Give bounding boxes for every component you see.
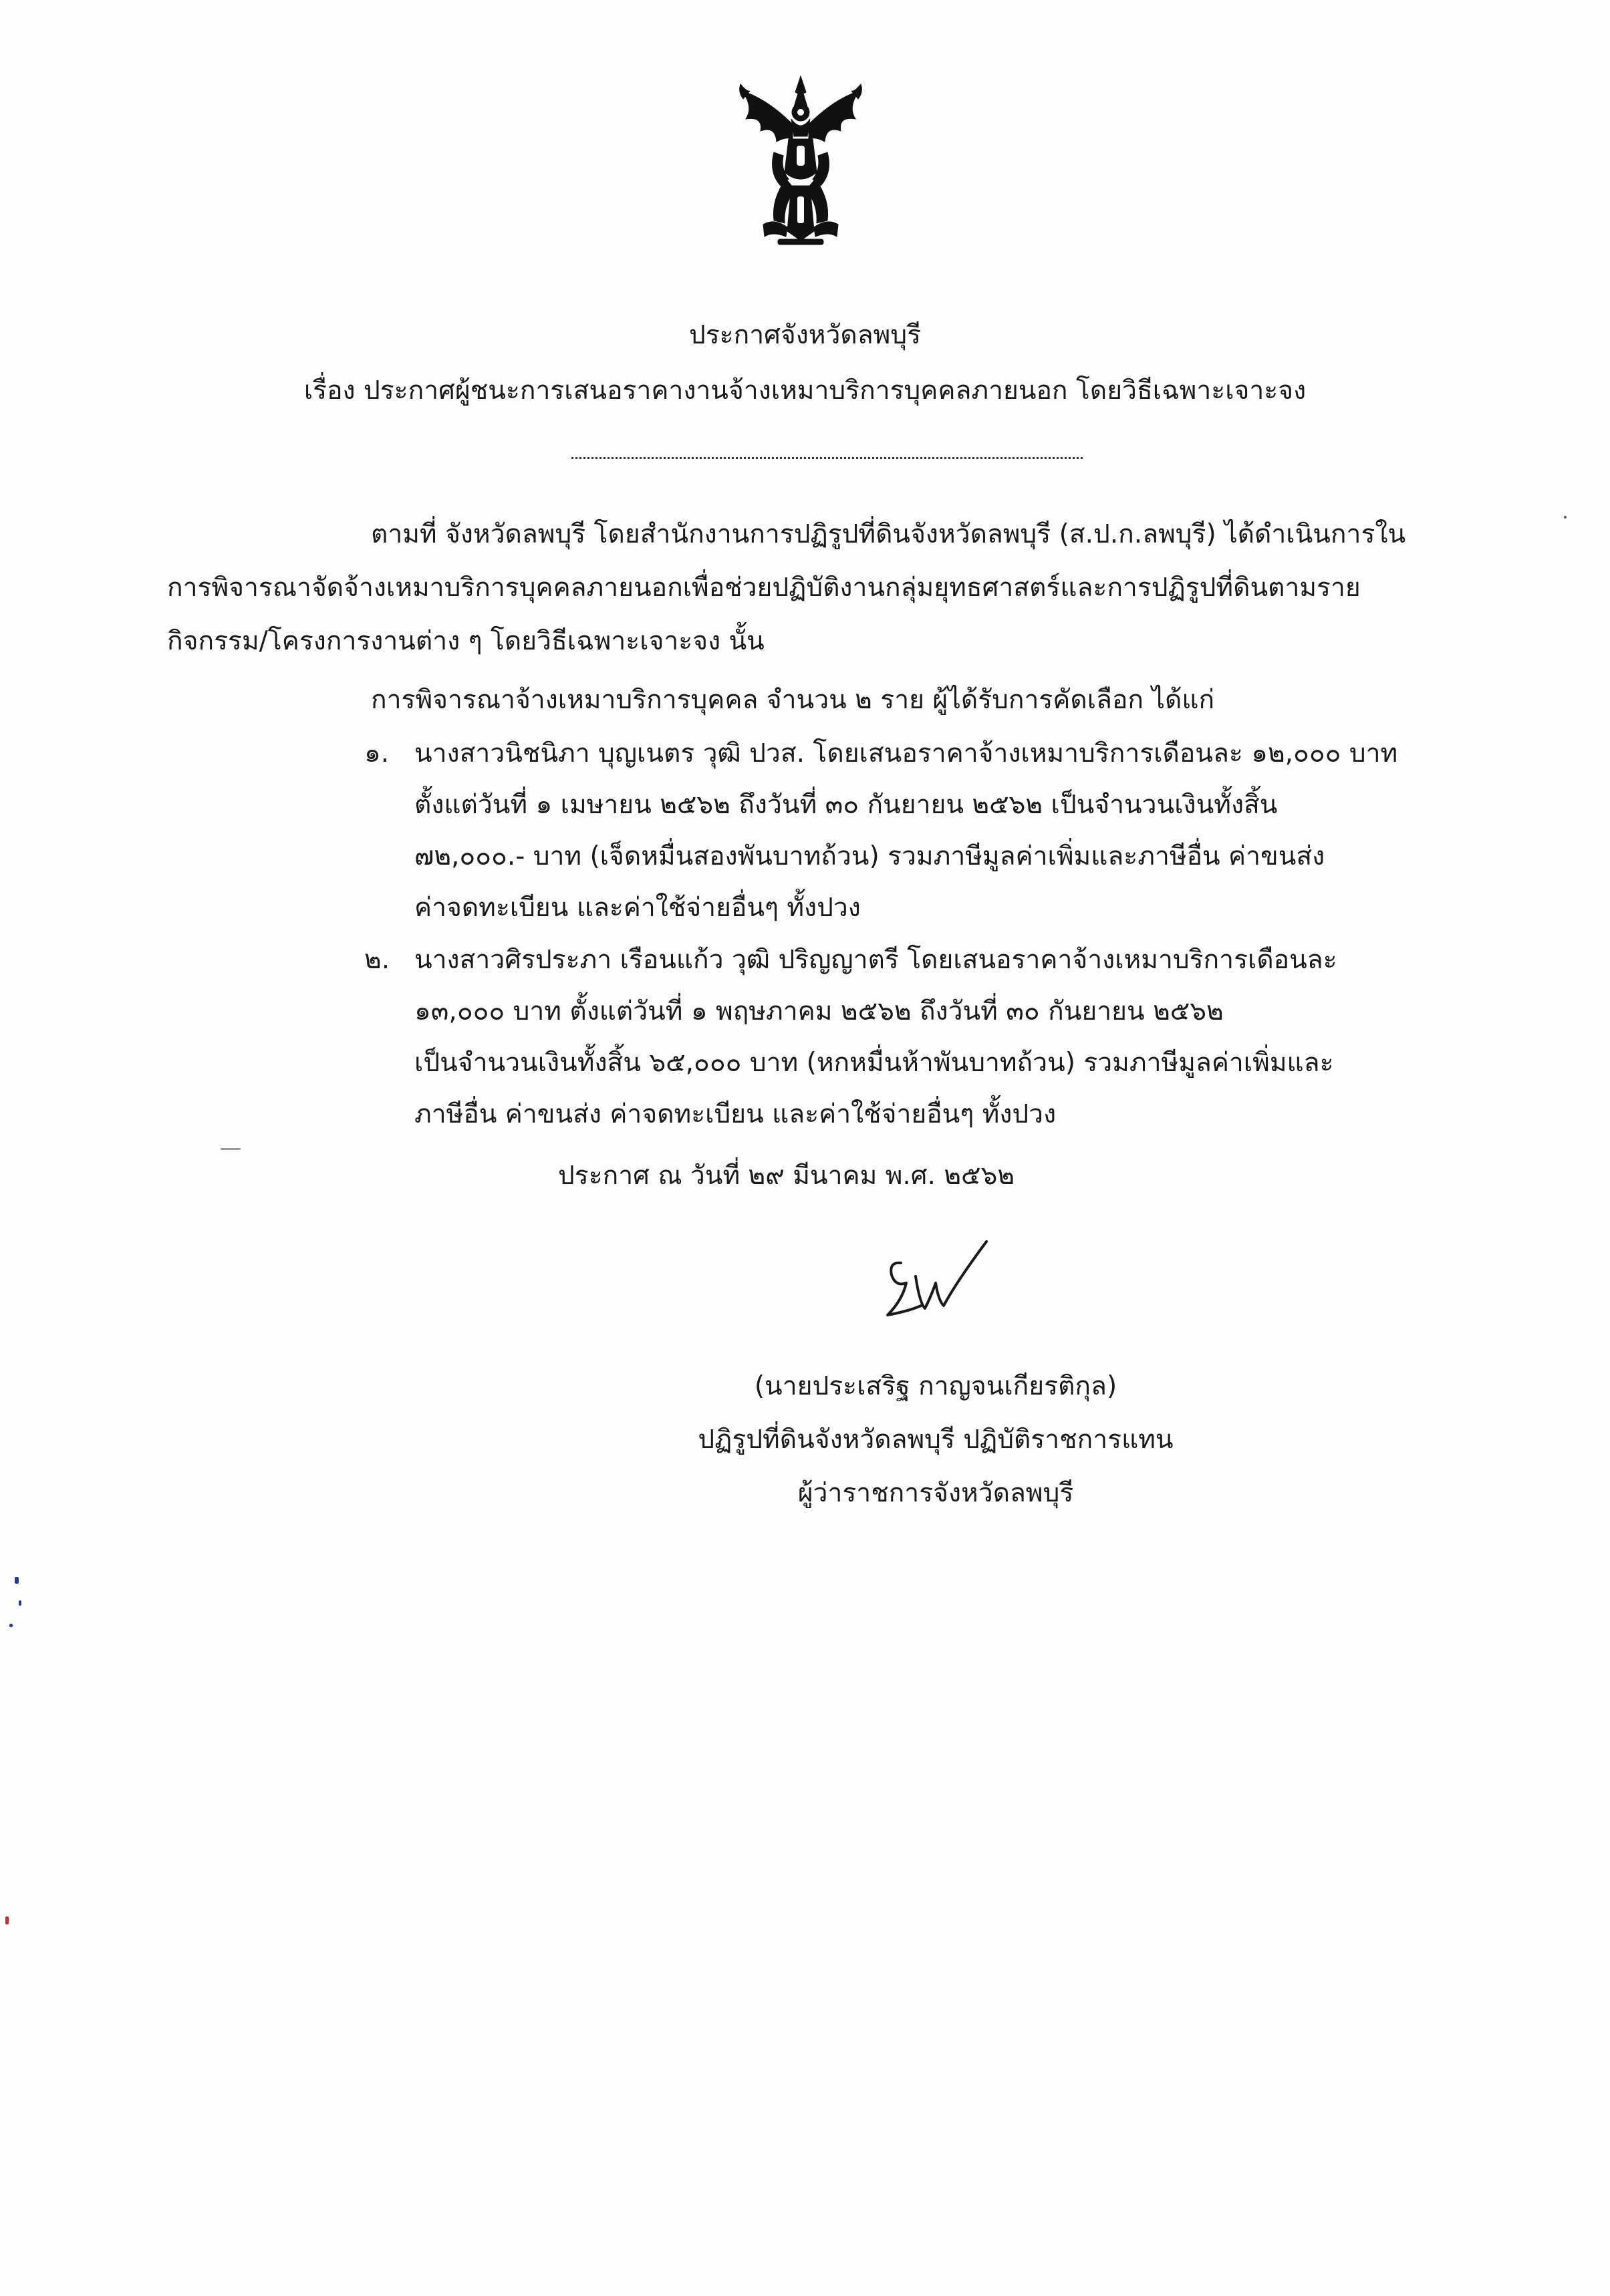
scan-speck [221,1148,241,1150]
scan-speck [19,1600,21,1606]
item-2-line-1: นางสาวศิรประภา เรือนแก้ว วุฒิ ปริญญาตรี โดยเสนอราคาจ้างเหมาบริการเดือนละ [414,945,1337,975]
signature-icon [869,1236,1016,1336]
scan-speck [1564,516,1567,519]
item-2-line-2: ๑๓,๐๐๐ บาท ตั้งแต่วันที่ ๑ พฤษภาคม ๒๕๖๒ ถึงวันที่ ๓๐ กันยายน ๒๕๖๒ [414,996,1224,1026]
intro-line-1: ตามที่ จังหวัดลพบุรี โดยสำนักงานการปฏิรูปที่ดินจังหวัดลพบุรี (ส.ป.ก.ลพบุรี) ได้ดำเนินการใน [371,519,1406,549]
scan-speck [5,1916,9,1924]
separator-dotted-line [571,457,1083,459]
lead-line: การพิจารณาจ้างเหมาบริการบุคคล จำนวน ๒ ราย ผู้ได้รับการคัดเลือก ได้แก่ [371,685,1215,715]
item-1-line-2: ตั้งแต่วันที่ ๑ เมษายน ๒๕๖๒ ถึงวันที่ ๓๐ กันยายน ๒๕๖๒ เป็นจำนวนเงินทั้งสิ้น [414,790,1278,820]
item-1-number: ๑. [364,738,390,768]
announce-date: ประกาศ ณ วันที่ ๒๙ มีนาคม พ.ศ. ๒๕๖๒ [558,1161,1015,1191]
intro-line-3: กิจกรรม/โครงการงานต่าง ๆ โดยวิธีเฉพาะเจาะจง นั้น [167,626,765,656]
signatory-name: (นายประเสริฐ กาญจนเกียรติกุล) [754,1371,1117,1401]
item-2-line-3: เป็นจำนวนเงินทั้งสิ้น ๖๕,๐๐๐ บาท (หกหมื่นห้าพันบาทถ้วน) รวมภาษีมูลค่าเพิ่มและ [414,1048,1334,1078]
item-1-line-4: ค่าจดทะเบียน และค่าใช้จ่ายอื่นๆ ทั้งปวง [414,893,861,923]
intro-line-2: การพิจารณาจัดจ้างเหมาบริการบุคคลภายนอกเพื่อช่วยปฏิบัติงานกลุ่มยุทธศาสตร์และการปฏิรูปที่ดินตามราย [167,573,1361,603]
document-title: ประกาศจังหวัดลพบุรี [688,320,922,350]
scan-speck [9,1624,13,1627]
scan-speck [15,1577,19,1584]
signatory-position-2: ผู้ว่าราชการจังหวัดลพบุรี [797,1478,1074,1508]
document-subject: เรื่อง ประกาศผู้ชนะการเสนอราคางานจ้างเหมาบริการบุคคลภายนอก โดยวิธีเฉพาะเจาะจง [303,376,1307,406]
item-2-number: ๒. [364,945,390,975]
item-2-line-4: ภาษีอื่น ค่าขนส่ง ค่าจดทะเบียน และค่าใช้จ่ายอื่นๆ ทั้งปวง [414,1099,1057,1129]
signatory-position-1: ปฏิรูปที่ดินจังหวัดลพบุรี ปฏิบัติราชการแทน [698,1425,1174,1455]
garuda-emblem-icon [734,72,867,253]
item-1-line-3: ๗๒,๐๐๐.- บาท (เจ็ดหมื่นสองพันบาทถ้วน) รวมภาษีมูลค่าเพิ่มและภาษีอื่น ค่าขนส่ง [414,841,1325,871]
item-1-line-1: นางสาวนิชนิภา บุญเนตร วุฒิ ปวส. โดยเสนอราคาจ้างเหมาบริการเดือนละ ๑๒,๐๐๐ บาท [414,738,1398,768]
